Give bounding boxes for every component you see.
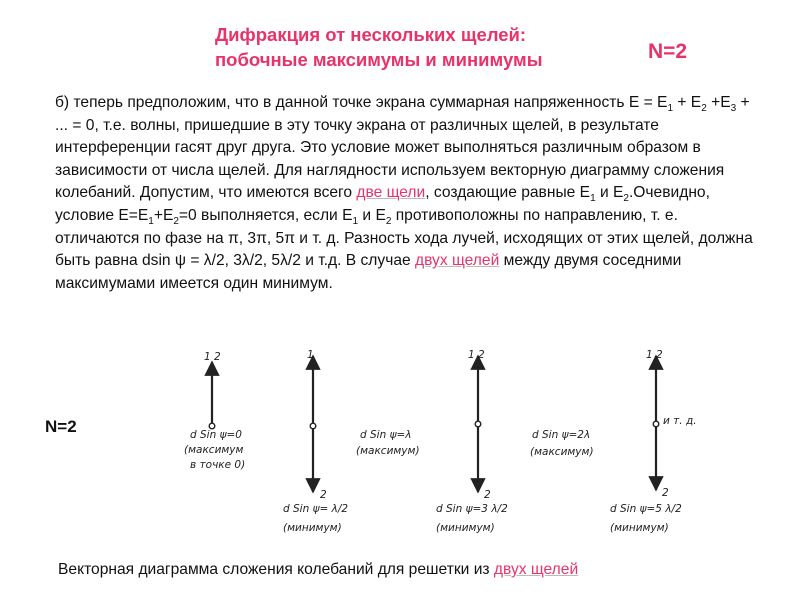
vector-label: 1 2 <box>204 351 221 363</box>
condition-label: d Sin ψ=3 λ/2 <box>436 503 508 515</box>
subscript: 3 <box>730 103 737 115</box>
subscript: 2 <box>623 193 629 205</box>
text-run: б) теперь предположим, что в данной точке экрана суммарная напряженность Е = Е <box>55 94 668 111</box>
caption-text: Векторная диаграмма сложения колебаний для решетки из <box>58 561 494 578</box>
condition-label: (минимум) <box>283 522 342 534</box>
body-paragraph <box>55 92 755 295</box>
figure-caption <box>58 561 578 579</box>
subscript: 1 <box>148 216 154 228</box>
condition-label: в точке 0) <box>190 459 246 471</box>
n-badge: N=2 <box>648 40 688 63</box>
text-run: и Е <box>595 184 624 202</box>
highlight-two-slits: две щели <box>356 184 426 202</box>
condition-label: (максимум <box>184 444 244 456</box>
condition-label: d Sin ψ=2λ <box>532 429 591 441</box>
condition-label: и т. д. <box>663 415 697 427</box>
text-run: + ... = 0, т.е. волны, пришедшие в эту точку экрана от различных щелей, в результате интерференции гасят друг друга. Это условие может выполняться различным образом в зависимости от числа щелей. Для наглядности используем векторную диаграмму сложения колебаний. Допустим, что имеются всего <box>55 94 750 202</box>
text-run: +Е <box>706 94 731 111</box>
text-run: .Очевидно, условие Е=Е <box>55 184 710 224</box>
vector-label: 2 <box>662 487 669 499</box>
vector-max-3 <box>468 349 485 427</box>
condition-label: (максимум) <box>356 445 420 457</box>
title-line-2: побочные максимумы и минимумы <box>215 49 543 70</box>
highlight-two-slits: двух щелей <box>415 252 500 270</box>
vector-min-2 <box>478 426 491 501</box>
slide-title <box>215 22 635 72</box>
condition-label: d Sin ψ= λ/2 <box>283 503 349 515</box>
condition-label: d Sin ψ=5 λ/2 <box>610 503 682 515</box>
subscript: 1 <box>590 193 596 205</box>
subscript: 1 <box>352 216 359 228</box>
title-line-1: Дифракция от нескольких щелей: <box>215 24 527 45</box>
text-run: между двумя соседними максимумами имеется один минимум. <box>55 252 682 292</box>
caption-highlight: двух щелей <box>493 561 579 578</box>
subscript: 2 <box>701 103 707 115</box>
vector-max-4 <box>646 349 663 427</box>
condition-label: (максимум) <box>530 446 594 458</box>
condition-label: (минимум) <box>610 522 669 534</box>
vector-min-1 <box>313 428 327 501</box>
subscript: 2 <box>173 216 179 228</box>
vector-label: 1 <box>307 349 314 361</box>
text-run: противоположны по направлению, т. е. отличаются по фазе на π, 3π, 5π и т. д. Разность хода лучей, исходящих от этих щелей, должна быть равна dsin ψ = λ/2, 3λ/2, 5λ/2 и т.д. В случае <box>55 206 753 270</box>
condition-label: d Sin ψ=λ <box>360 429 412 441</box>
vector-label: 2 <box>484 489 491 501</box>
text-run: =0 выполняется, если Е <box>178 206 353 224</box>
vector-max-1 <box>204 351 221 429</box>
vector-min-3 <box>656 426 669 499</box>
subscript: 2 <box>385 216 392 228</box>
text-run: , создающие равные Е <box>425 184 591 202</box>
text-run: и Е <box>358 206 386 224</box>
vector-max-2 <box>307 349 316 429</box>
vector-label: 1 2 <box>646 349 663 361</box>
vector-label: 2 <box>320 489 327 501</box>
text-run: + Е <box>673 94 702 111</box>
n-side-label: N=2 <box>45 417 77 436</box>
condition-label: (минимум) <box>436 522 495 534</box>
text-run: +Е <box>153 206 174 224</box>
subscript: 1 <box>667 103 674 115</box>
condition-label: d Sin ψ=0 <box>190 429 242 441</box>
vector-label: 1 2 <box>468 349 485 361</box>
vector-diagram <box>170 340 720 545</box>
